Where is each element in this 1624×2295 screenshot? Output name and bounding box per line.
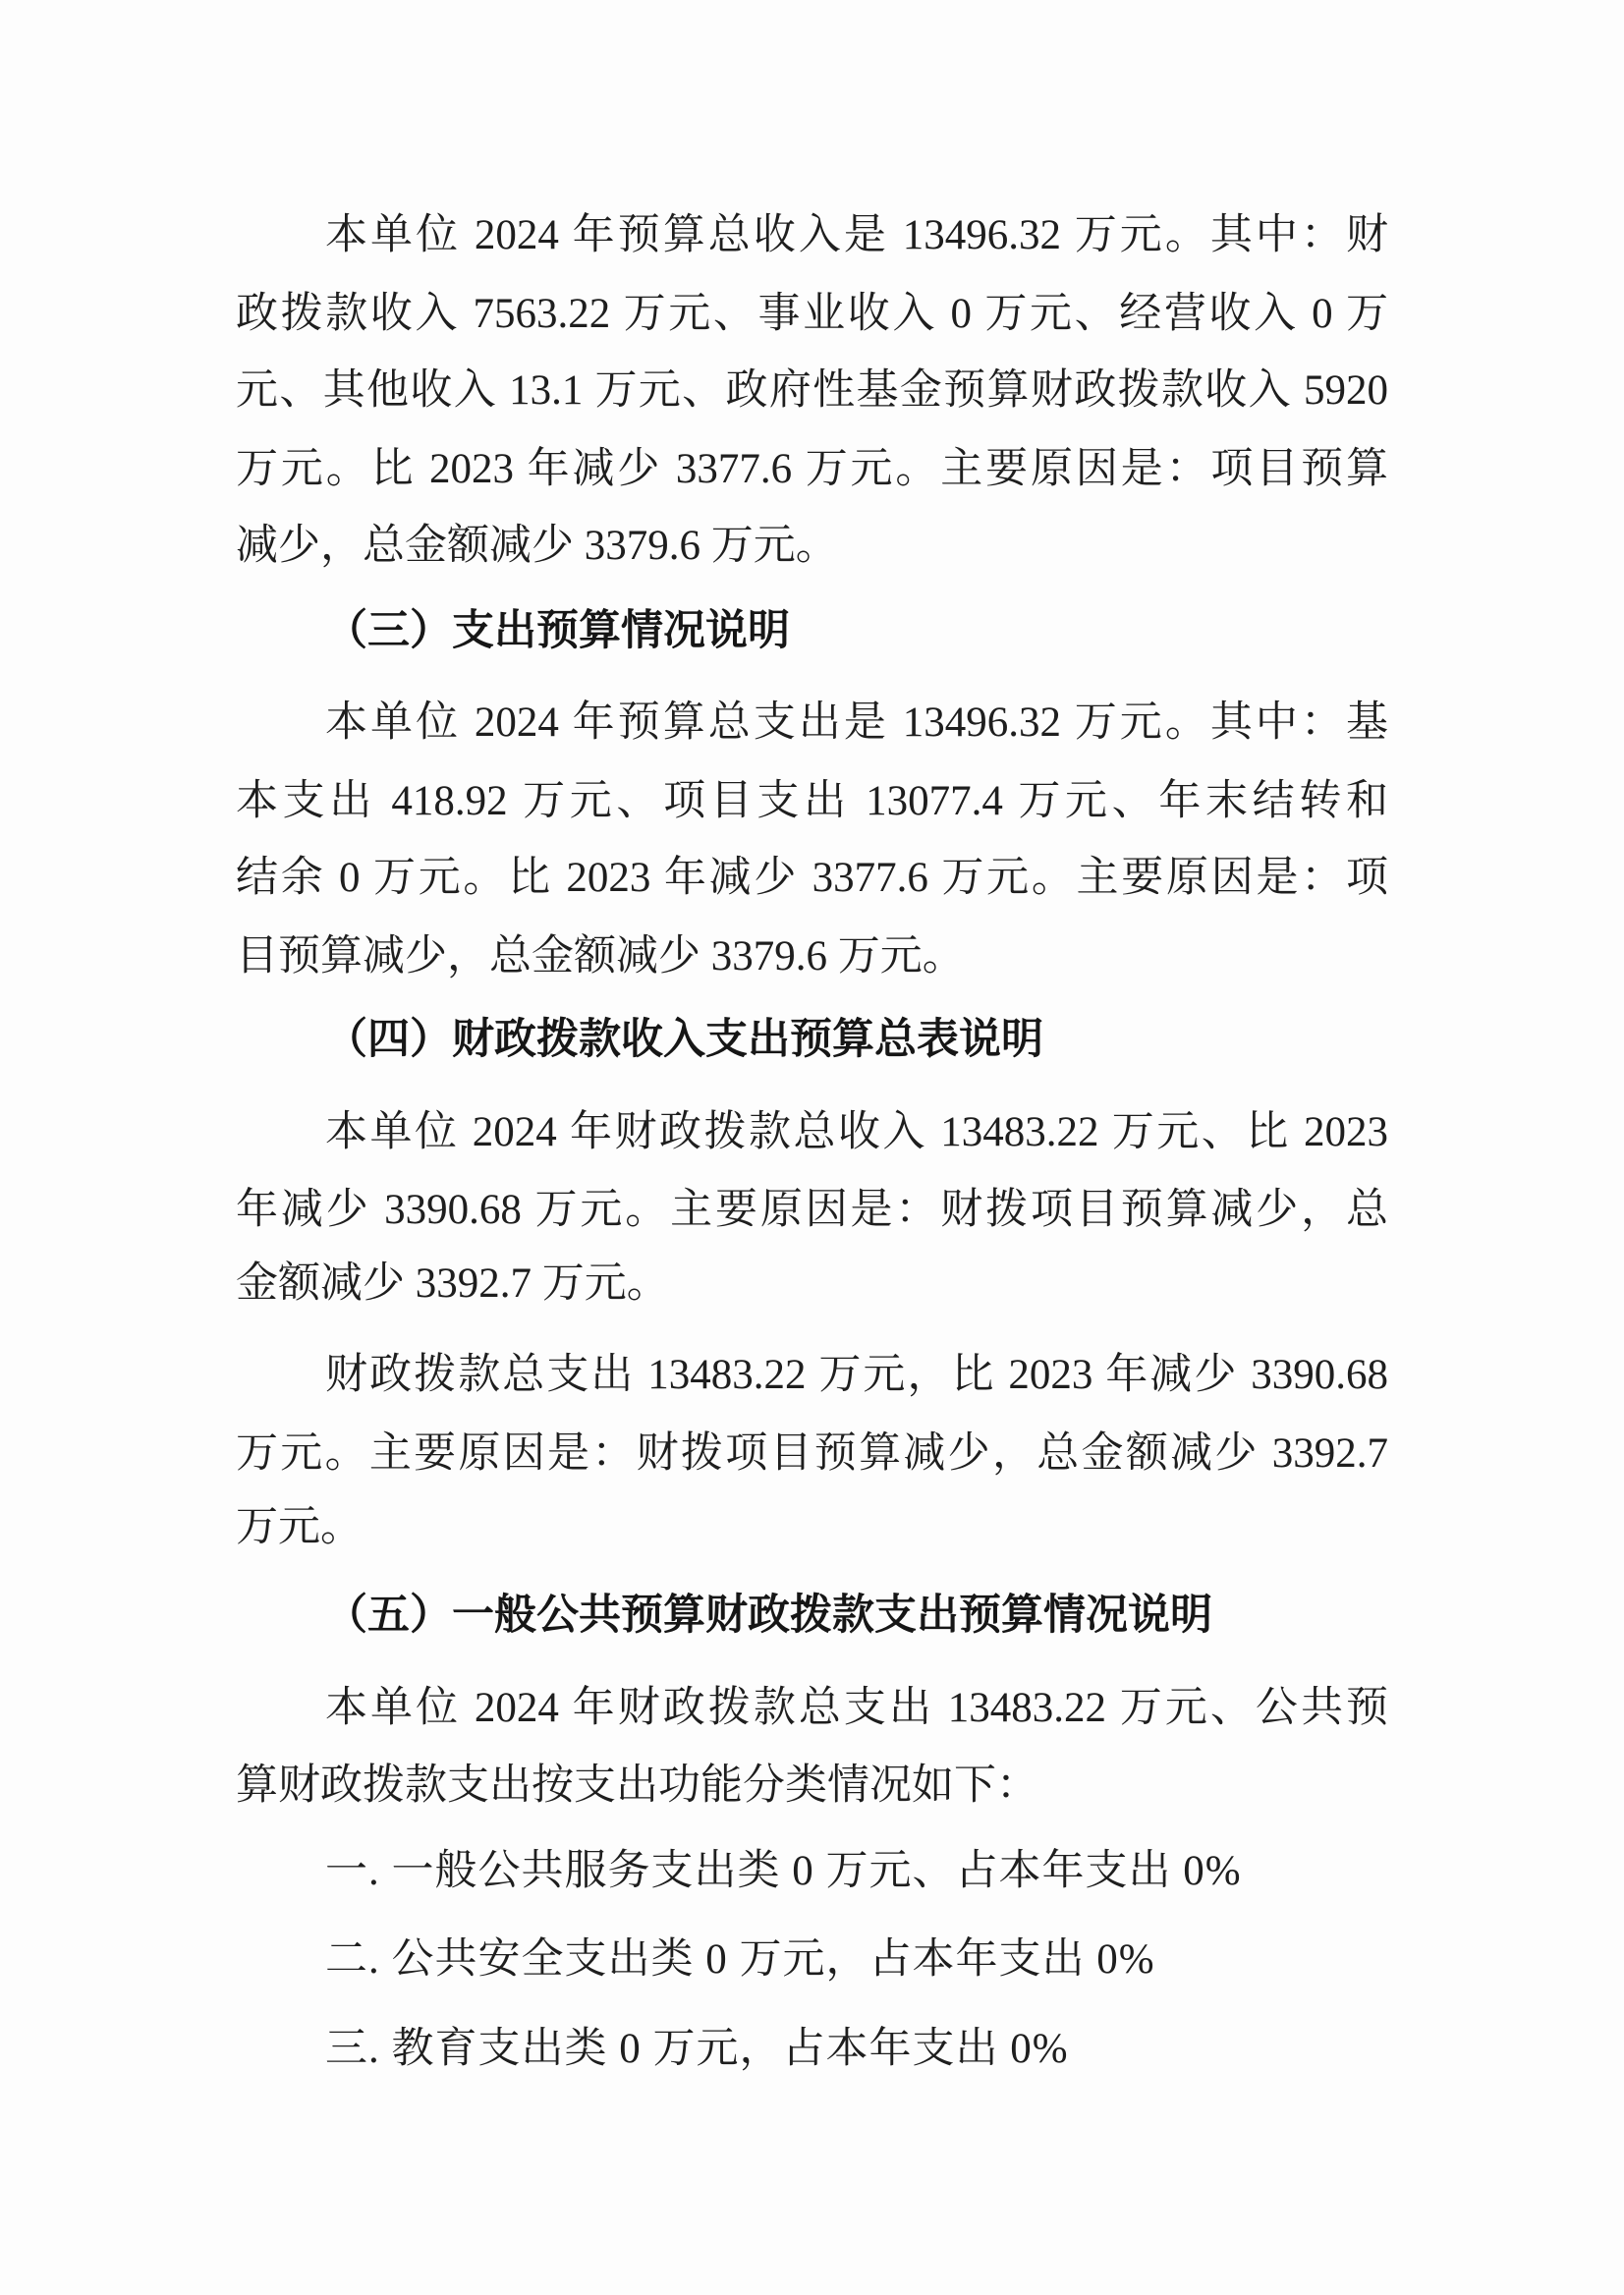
paragraph-line: 算财政拨款支出按支出功能分类情况如下： — [236, 1763, 1038, 1809]
paragraph-line: 政拨款收入 7563.22 万元、事业收入 0 万元、经营收入 0 万 — [236, 291, 1388, 337]
list-item: 二. 公共安全支出类 0 万元，占本年支出 0% — [325, 1936, 1155, 1983]
section-heading-4: （四）财政拨款收入支出预算总表说明 — [325, 1017, 1043, 1063]
paragraph-line: 目预算减少，总金额减少 3379.6 万元。 — [236, 933, 965, 980]
paragraph-line: 万元。 — [236, 1504, 363, 1550]
paragraph-line: 万元。比 2023 年减少 3377.6 万元。主要原因是：项目预算 — [236, 446, 1388, 492]
paragraph-line: 本单位 2024 年预算总支出是 13496.32 万元。其中：基 — [325, 700, 1388, 746]
paragraph-line: 本单位 2024 年财政拨款总支出 13483.22 万元、公共预 — [325, 1685, 1388, 1731]
list-item: 三. 教育支出类 0 万元，占本年支出 0% — [325, 2026, 1069, 2072]
paragraph-line: 本单位 2024 年预算总收入是 13496.32 万元。其中：财 — [325, 212, 1388, 258]
paragraph-line: 年减少 3390.68 万元。主要原因是：财拨项目预算减少，总 — [236, 1187, 1388, 1233]
paragraph-line: 本支出 418.92 万元、项目支出 13077.4 万元、年末结转和 — [236, 778, 1388, 824]
paragraph-line: 元、其他收入 13.1 万元、政府性基金预算财政拨款收入 5920 — [236, 367, 1388, 414]
paragraph-line: 结余 0 万元。比 2023 年减少 3377.6 万元。主要原因是：项 — [236, 855, 1388, 901]
list-item: 一. 一般公共服务支出类 0 万元、占本年支出 0% — [325, 1848, 1242, 1894]
paragraph-line: 财政拨款总支出 13483.22 万元，比 2023 年减少 3390.68 — [325, 1352, 1388, 1398]
paragraph-line: 金额减少 3392.7 万元。 — [236, 1260, 669, 1307]
section-heading-3: （三）支出预算情况说明 — [325, 608, 790, 654]
paragraph-line: 万元。主要原因是：财拨项目预算减少，总金额减少 3392.7 — [236, 1430, 1388, 1477]
paragraph-line: 本单位 2024 年财政拨款总收入 13483.22 万元、比 2023 — [325, 1109, 1388, 1155]
section-heading-5: （五）一般公共预算财政拨款支出预算情况说明 — [325, 1593, 1212, 1639]
paragraph-line: 减少，总金额减少 3379.6 万元。 — [236, 523, 838, 569]
